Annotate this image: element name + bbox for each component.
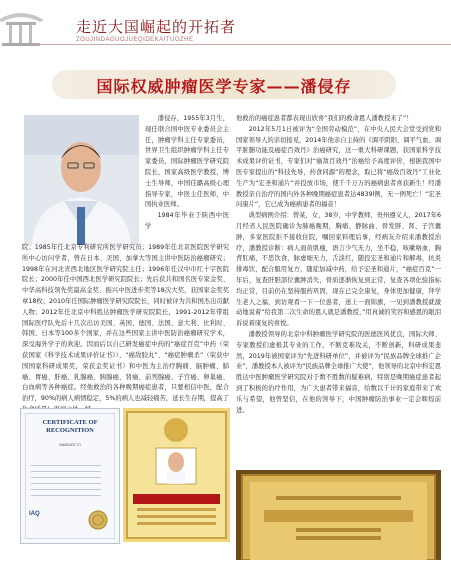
section-subtitle: ZOUJINDAGUOJUEQIDEKAITUOZHE	[76, 37, 194, 43]
plaque-photo	[236, 470, 441, 560]
recognition-certificate	[20, 408, 120, 544]
temple-roof-icon	[0, 2, 48, 56]
section-title: 走近大国崛起的开拓者	[76, 18, 237, 36]
title-banner	[52, 70, 396, 99]
biography-paragraph: 院；1985年任北京专利研究所医学研究员；1989年任北京医院医学研究所中心访问学者，曾在日本、美国、加拿大等国主讲中医防治癌瘤研究；1998年在河北省西北地区医学研究院主任；1996年任汉中市红十字医院院长；2000年任中国西北医学研究院院长；先后获共和国名医专家金奖、中华高科技领先奖最高金奖、振兴中医进步奖等18次大奖，获国家金奖奖章18枚；2010年任国际肿瘤医学研究院院长，同时被评为共和国杰出贡献人物；2012年任北京中科胜达肿瘤医学研究院院长，1991-2012年带组国际医疗队先后十几次出访美国、英国、德国、法国、意大利、比利时、韩国、日本等100多个国家，并在这些国家主讲中医防治癌瘤研究学术，深受海外学子的欢迎。因而后以自己研发癌症中药的“癌症百克”中药（荣获国家《科学技术成果评价证书》）、“癌敌胶丸”、“癌症肿瘤杀”（荣获中国国家科研成果奖，荣获金奖证书）和中医为主治疗胸痛、脑肿瘤、肺癌、胃癌、肝癌、乳腺癌、胰腺癌、肾癌、前列腺癌、子宫癌、卵巢癌、白血病等各种癌症。经他救治的各种晚期癌症患者，只要相信中医，配合治疗，90%的病人病情稳定，5%的病人也减轻痛苦，延长生存期，提高了	[22, 244, 229, 403]
page-header	[0, 0, 451, 58]
certificate-subtitle: AWARDED TO	[59, 443, 81, 447]
intro-paragraph-1: 潘侵存，1955年3月生，现任联合国中医专业委员会主任，肿瘤学科主任专家委员，世界卫生组织肿瘤学科主任专家委员，国际肿瘤医学研究院院长，国家高级医学教授，博士生导师，中国佳璐高级心理指导专家，中医主任医师，中国执业医师。	[145, 115, 229, 209]
award-photo	[123, 408, 230, 542]
award-image	[123, 408, 230, 542]
portrait-photo	[24, 115, 139, 245]
intro-paragraph-2: 1984年毕业于陕西中医学	[145, 212, 229, 230]
certificate-seal-icon	[87, 509, 109, 531]
header-divider	[36, 44, 451, 45]
certificate-text-lines	[31, 465, 101, 501]
right-paragraph-4: 潘教授领导的北京中科肿瘤医学研究院的医德医风优良，国际大师、专家教授们虚极其专业的工作，不断克难攻关，不断创新，科研成果斐然，2019年被国家评为“先进科研单位”，并被评为“民族品牌全球推广企业”，潘教授本人被评为“民族品牌全球推广大使”，他领导的北京中科宏恩胜达中医肿瘤医学研究院对于数不胜数的疑难病，特别是晚期癌症患者起到了积极的治疗作用，为广大患者带来福音，给数以千计的家庭带来了欢乐与希望，他曾坚信，在他的领导下，中国肿瘤防治事业一定会辉煌前进。	[236, 330, 441, 414]
plaque-image	[236, 470, 441, 560]
certificate-title: CERTIFICATE OF RECOGNITION	[42, 419, 98, 434]
portrait-image	[24, 115, 139, 245]
right-paragraph-1: 他救治的癌症患者都表现出欣喜“我们的救命恩人潘教授来了”！	[236, 115, 413, 122]
intro-text-top	[145, 114, 229, 240]
certificate-logo: IAQ	[29, 511, 40, 517]
right-paragraph-3: 典型病例介绍：曾某，女，38岁，中学教师，贵州遵义人，2017年6月经省人民医院确诊为肺癌晚期，胸痛、静脉曲、骨发胖、肾、子宫囊肿，多家医院拒不接收住院，嘱回家料理后事，经病友介绍来潘教授治疗，潘教授诊断：病人面黄肌瘦，语言少气无力，坐不稳，咳嗽咯血，胸背肛痛，不思饮食，脉虚细无力，舌淡红，随投宏圣和通片和解毒，抗炎排毒饮，配合服用复方，随症加减中药，给予宏圣和通片，“癌症百克”一年后，复查肝胆部位囊肿消失，骨质逐渐恢复到正常，复查各项化验指标均正常，目前仍在坚持服药巩固，现在已完全康复，身体更加健康，拜学生老人之福，到访观看一下一位患者，送上一面锦旗，一见到潘教授就激动地说着“给我第二次生命的恩人就是潘教授，”用真诚的笑容和感恩的眼泪诉说着康复的喜悦。	[236, 212, 441, 328]
right-paragraph-2: 2012年5月1日被评为“全国劳动模范”，在中央人民大会堂受到党和国家领导人的亲切接见，2014年他亲自主持的《调平阴阳、调平气血、调平脏腑功能及癌症百效丹》治癌研究，这一重大科研课题，获国家科学技术成果评价证书，专家们对“癌敌百效丹”治癌给予高度评价，根据我国中医专家提出的“科技先导，药食同源”的理念，取已将“癌敌百效丹”工业化生产为“宏圣和通片”并投放市场，使千千万万的癌病患者喜获新生！经潘教授亲自治疗的国内外各种晚期癌症患者达4839l例，无一例死亡！“宏圣问康片”，它已成为癌病患者的福音！	[236, 125, 441, 209]
article-title: 国际权威肿瘤医学专家——潘侵存	[96, 77, 352, 96]
